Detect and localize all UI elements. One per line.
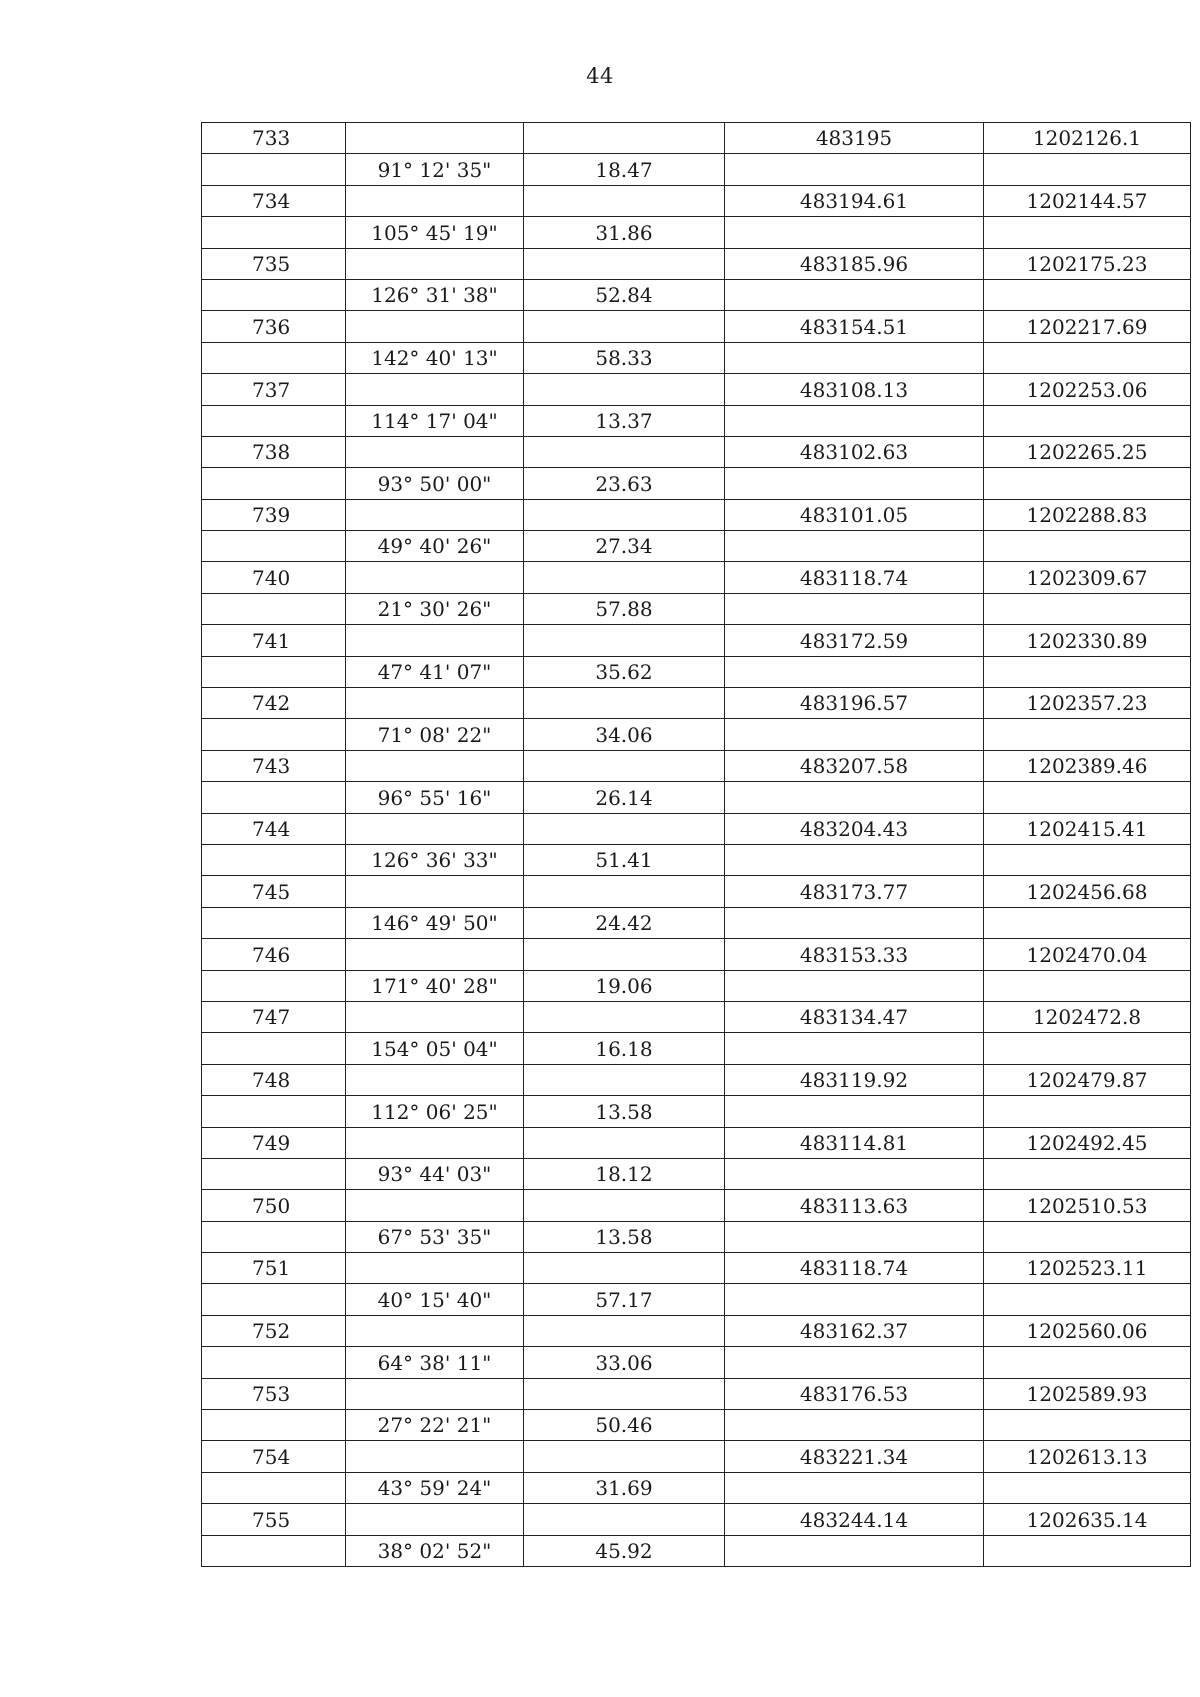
x-coordinate-cell: 483134.47 bbox=[725, 1001, 984, 1032]
bearing-angle-cell: 112° 06' 25" bbox=[346, 1096, 524, 1127]
point-number-cell: 741 bbox=[202, 625, 346, 656]
y-coordinate-cell bbox=[984, 154, 1191, 185]
point-number-cell: 745 bbox=[202, 876, 346, 907]
y-coordinate-cell bbox=[984, 1472, 1191, 1503]
point-number-cell: 749 bbox=[202, 1127, 346, 1158]
bearing-angle-cell: 49° 40' 26" bbox=[346, 531, 524, 562]
point-number-cell bbox=[202, 1535, 346, 1566]
point-number-cell bbox=[202, 782, 346, 813]
segment-row bbox=[202, 907, 1191, 938]
x-coordinate-cell: 483118.74 bbox=[725, 1253, 984, 1284]
y-coordinate-cell: 1202472.8 bbox=[984, 1001, 1191, 1032]
x-coordinate-cell bbox=[725, 656, 984, 687]
distance-cell bbox=[524, 1315, 725, 1346]
y-coordinate-cell bbox=[984, 907, 1191, 938]
x-coordinate-cell bbox=[725, 970, 984, 1001]
y-coordinate-cell bbox=[984, 279, 1191, 310]
y-coordinate-cell bbox=[984, 719, 1191, 750]
y-coordinate-cell bbox=[984, 405, 1191, 436]
point-number-cell: 747 bbox=[202, 1001, 346, 1032]
segment-row bbox=[202, 1535, 1191, 1566]
x-coordinate-cell: 483221.34 bbox=[725, 1441, 984, 1472]
bearing-angle-cell: 142° 40' 13" bbox=[346, 342, 524, 373]
bearing-angle-cell: 96° 55' 16" bbox=[346, 782, 524, 813]
point-row bbox=[202, 688, 1191, 719]
x-coordinate-cell bbox=[725, 217, 984, 248]
y-coordinate-cell: 1202144.57 bbox=[984, 185, 1191, 216]
bearing-angle-cell: 126° 36' 33" bbox=[346, 844, 524, 875]
point-number-cell bbox=[202, 405, 346, 436]
y-coordinate-cell bbox=[984, 1033, 1191, 1064]
point-number-cell bbox=[202, 1472, 346, 1503]
x-coordinate-cell bbox=[725, 342, 984, 373]
y-coordinate-cell bbox=[984, 844, 1191, 875]
x-coordinate-cell: 483101.05 bbox=[725, 499, 984, 530]
segment-row bbox=[202, 1410, 1191, 1441]
bearing-angle-cell: 114° 17' 04" bbox=[346, 405, 524, 436]
bearing-angle-cell: 146° 49' 50" bbox=[346, 907, 524, 938]
point-number-cell bbox=[202, 844, 346, 875]
y-coordinate-cell: 1202510.53 bbox=[984, 1190, 1191, 1221]
bearing-angle-cell: 105° 45' 19" bbox=[346, 217, 524, 248]
x-coordinate-cell: 483185.96 bbox=[725, 248, 984, 279]
point-row bbox=[202, 625, 1191, 656]
y-coordinate-cell: 1202253.06 bbox=[984, 374, 1191, 405]
point-number-cell bbox=[202, 468, 346, 499]
point-row bbox=[202, 1315, 1191, 1346]
x-coordinate-cell bbox=[725, 1221, 984, 1252]
y-coordinate-cell: 1202389.46 bbox=[984, 750, 1191, 781]
point-number-cell bbox=[202, 1221, 346, 1252]
point-number-cell: 743 bbox=[202, 750, 346, 781]
y-coordinate-cell bbox=[984, 1158, 1191, 1189]
x-coordinate-cell bbox=[725, 279, 984, 310]
distance-cell bbox=[524, 185, 725, 216]
distance-cell: 34.06 bbox=[524, 719, 725, 750]
x-coordinate-cell: 483154.51 bbox=[725, 311, 984, 342]
x-coordinate-cell: 483172.59 bbox=[725, 625, 984, 656]
bearing-angle-cell bbox=[346, 1441, 524, 1472]
y-coordinate-cell: 1202265.25 bbox=[984, 436, 1191, 467]
point-row bbox=[202, 436, 1191, 467]
point-number-cell: 742 bbox=[202, 688, 346, 719]
y-coordinate-cell: 1202357.23 bbox=[984, 688, 1191, 719]
y-coordinate-cell bbox=[984, 468, 1191, 499]
x-coordinate-cell bbox=[725, 468, 984, 499]
distance-cell bbox=[524, 1504, 725, 1535]
bearing-angle-cell: 91° 12' 35" bbox=[346, 154, 524, 185]
distance-cell bbox=[524, 1441, 725, 1472]
segment-row bbox=[202, 593, 1191, 624]
point-number-cell bbox=[202, 1158, 346, 1189]
distance-cell bbox=[524, 688, 725, 719]
point-number-cell: 738 bbox=[202, 436, 346, 467]
bearing-angle-cell bbox=[346, 562, 524, 593]
bearing-angle-cell: 27° 22' 21" bbox=[346, 1410, 524, 1441]
bearing-angle-cell bbox=[346, 1127, 524, 1158]
y-coordinate-cell: 1202635.14 bbox=[984, 1504, 1191, 1535]
page-number: 44 bbox=[586, 64, 614, 88]
distance-cell bbox=[524, 750, 725, 781]
point-number-cell bbox=[202, 342, 346, 373]
distance-cell: 58.33 bbox=[524, 342, 725, 373]
segment-row bbox=[202, 1033, 1191, 1064]
point-row bbox=[202, 1064, 1191, 1095]
point-row bbox=[202, 185, 1191, 216]
segment-row bbox=[202, 1096, 1191, 1127]
x-coordinate-cell bbox=[725, 154, 984, 185]
distance-cell bbox=[524, 499, 725, 530]
bearing-angle-cell: 43° 59' 24" bbox=[346, 1472, 524, 1503]
distance-cell: 18.47 bbox=[524, 154, 725, 185]
point-number-cell: 751 bbox=[202, 1253, 346, 1284]
point-row bbox=[202, 1127, 1191, 1158]
point-number-cell bbox=[202, 1284, 346, 1315]
distance-cell: 31.86 bbox=[524, 217, 725, 248]
y-coordinate-cell bbox=[984, 1284, 1191, 1315]
distance-cell bbox=[524, 562, 725, 593]
y-coordinate-cell: 1202175.23 bbox=[984, 248, 1191, 279]
y-coordinate-cell bbox=[984, 782, 1191, 813]
bearing-angle-cell bbox=[346, 1064, 524, 1095]
y-coordinate-cell bbox=[984, 1535, 1191, 1566]
bearing-angle-cell: 64° 38' 11" bbox=[346, 1347, 524, 1378]
bearing-angle-cell bbox=[346, 311, 524, 342]
x-coordinate-cell bbox=[725, 1472, 984, 1503]
distance-cell bbox=[524, 1064, 725, 1095]
survey-coordinates-table bbox=[201, 122, 1191, 1567]
segment-row bbox=[202, 405, 1191, 436]
point-row bbox=[202, 311, 1191, 342]
x-coordinate-cell: 483196.57 bbox=[725, 688, 984, 719]
distance-cell: 19.06 bbox=[524, 970, 725, 1001]
segment-row bbox=[202, 1347, 1191, 1378]
segment-row bbox=[202, 1221, 1191, 1252]
x-coordinate-cell: 483195 bbox=[725, 123, 984, 154]
point-row bbox=[202, 876, 1191, 907]
point-number-cell bbox=[202, 279, 346, 310]
point-row bbox=[202, 1190, 1191, 1221]
distance-cell bbox=[524, 1253, 725, 1284]
distance-cell: 31.69 bbox=[524, 1472, 725, 1503]
y-coordinate-cell bbox=[984, 1410, 1191, 1441]
segment-row bbox=[202, 844, 1191, 875]
point-number-cell: 736 bbox=[202, 311, 346, 342]
x-coordinate-cell bbox=[725, 844, 984, 875]
bearing-angle-cell bbox=[346, 1001, 524, 1032]
point-number-cell bbox=[202, 907, 346, 938]
x-coordinate-cell: 483114.81 bbox=[725, 1127, 984, 1158]
y-coordinate-cell bbox=[984, 656, 1191, 687]
point-number-cell: 735 bbox=[202, 248, 346, 279]
segment-row bbox=[202, 719, 1191, 750]
point-number-cell bbox=[202, 593, 346, 624]
point-row bbox=[202, 1441, 1191, 1472]
distance-cell bbox=[524, 1001, 725, 1032]
distance-cell: 24.42 bbox=[524, 907, 725, 938]
distance-cell: 51.41 bbox=[524, 844, 725, 875]
distance-cell: 45.92 bbox=[524, 1535, 725, 1566]
x-coordinate-cell bbox=[725, 1535, 984, 1566]
distance-cell: 33.06 bbox=[524, 1347, 725, 1378]
y-coordinate-cell bbox=[984, 593, 1191, 624]
y-coordinate-cell bbox=[984, 342, 1191, 373]
point-number-cell: 746 bbox=[202, 939, 346, 970]
point-number-cell bbox=[202, 1033, 346, 1064]
x-coordinate-cell: 483194.61 bbox=[725, 185, 984, 216]
segment-row bbox=[202, 1284, 1191, 1315]
x-coordinate-cell: 483162.37 bbox=[725, 1315, 984, 1346]
point-number-cell: 752 bbox=[202, 1315, 346, 1346]
distance-cell: 50.46 bbox=[524, 1410, 725, 1441]
point-row bbox=[202, 499, 1191, 530]
bearing-angle-cell: 93° 44' 03" bbox=[346, 1158, 524, 1189]
bearing-angle-cell bbox=[346, 939, 524, 970]
segment-row bbox=[202, 279, 1191, 310]
bearing-angle-cell bbox=[346, 750, 524, 781]
point-number-cell: 737 bbox=[202, 374, 346, 405]
point-number-cell: 753 bbox=[202, 1378, 346, 1409]
point-row bbox=[202, 1001, 1191, 1032]
y-coordinate-cell: 1202523.11 bbox=[984, 1253, 1191, 1284]
distance-cell bbox=[524, 248, 725, 279]
distance-cell: 57.88 bbox=[524, 593, 725, 624]
bearing-angle-cell bbox=[346, 1315, 524, 1346]
bearing-angle-cell bbox=[346, 185, 524, 216]
bearing-angle-cell bbox=[346, 436, 524, 467]
point-number-cell bbox=[202, 1410, 346, 1441]
distance-cell bbox=[524, 1127, 725, 1158]
bearing-angle-cell: 21° 30' 26" bbox=[346, 593, 524, 624]
distance-cell bbox=[524, 311, 725, 342]
segment-row bbox=[202, 531, 1191, 562]
bearing-angle-cell bbox=[346, 499, 524, 530]
x-coordinate-cell bbox=[725, 907, 984, 938]
point-number-cell bbox=[202, 217, 346, 248]
x-coordinate-cell: 483204.43 bbox=[725, 813, 984, 844]
x-coordinate-cell: 483113.63 bbox=[725, 1190, 984, 1221]
distance-cell: 57.17 bbox=[524, 1284, 725, 1315]
point-row bbox=[202, 1378, 1191, 1409]
x-coordinate-cell: 483207.58 bbox=[725, 750, 984, 781]
distance-cell bbox=[524, 1378, 725, 1409]
point-number-cell bbox=[202, 531, 346, 562]
point-row bbox=[202, 1504, 1191, 1535]
distance-cell bbox=[524, 813, 725, 844]
point-number-cell: 754 bbox=[202, 1441, 346, 1472]
distance-cell: 52.84 bbox=[524, 279, 725, 310]
point-row bbox=[202, 750, 1191, 781]
x-coordinate-cell bbox=[725, 1410, 984, 1441]
bearing-angle-cell bbox=[346, 876, 524, 907]
x-coordinate-cell bbox=[725, 719, 984, 750]
segment-row bbox=[202, 656, 1191, 687]
x-coordinate-cell: 483176.53 bbox=[725, 1378, 984, 1409]
bearing-angle-cell bbox=[346, 1190, 524, 1221]
point-number-cell bbox=[202, 1347, 346, 1378]
bearing-angle-cell: 67° 53' 35" bbox=[346, 1221, 524, 1252]
y-coordinate-cell bbox=[984, 970, 1191, 1001]
y-coordinate-cell: 1202479.87 bbox=[984, 1064, 1191, 1095]
y-coordinate-cell: 1202492.45 bbox=[984, 1127, 1191, 1158]
segment-row bbox=[202, 342, 1191, 373]
x-coordinate-cell: 483102.63 bbox=[725, 436, 984, 467]
x-coordinate-cell: 483244.14 bbox=[725, 1504, 984, 1535]
segment-row bbox=[202, 1158, 1191, 1189]
y-coordinate-cell bbox=[984, 1096, 1191, 1127]
distance-cell: 26.14 bbox=[524, 782, 725, 813]
distance-cell: 16.18 bbox=[524, 1033, 725, 1064]
bearing-angle-cell bbox=[346, 248, 524, 279]
point-number-cell: 755 bbox=[202, 1504, 346, 1535]
y-coordinate-cell bbox=[984, 1221, 1191, 1252]
point-row bbox=[202, 1253, 1191, 1284]
y-coordinate-cell: 1202456.68 bbox=[984, 876, 1191, 907]
point-row bbox=[202, 374, 1191, 405]
segment-row bbox=[202, 468, 1191, 499]
point-row bbox=[202, 939, 1191, 970]
y-coordinate-cell: 1202309.67 bbox=[984, 562, 1191, 593]
x-coordinate-cell: 483118.74 bbox=[725, 562, 984, 593]
x-coordinate-cell bbox=[725, 782, 984, 813]
x-coordinate-cell: 483153.33 bbox=[725, 939, 984, 970]
point-number-cell bbox=[202, 719, 346, 750]
y-coordinate-cell bbox=[984, 1347, 1191, 1378]
distance-cell bbox=[524, 436, 725, 467]
bearing-angle-cell: 126° 31' 38" bbox=[346, 279, 524, 310]
y-coordinate-cell: 1202560.06 bbox=[984, 1315, 1191, 1346]
y-coordinate-cell: 1202330.89 bbox=[984, 625, 1191, 656]
bearing-angle-cell: 40° 15' 40" bbox=[346, 1284, 524, 1315]
distance-cell: 23.63 bbox=[524, 468, 725, 499]
x-coordinate-cell bbox=[725, 1347, 984, 1378]
bearing-angle-cell bbox=[346, 625, 524, 656]
bearing-angle-cell bbox=[346, 813, 524, 844]
distance-cell bbox=[524, 1190, 725, 1221]
segment-row bbox=[202, 217, 1191, 248]
y-coordinate-cell: 1202415.41 bbox=[984, 813, 1191, 844]
bearing-angle-cell bbox=[346, 1378, 524, 1409]
distance-cell: 27.34 bbox=[524, 531, 725, 562]
point-number-cell: 750 bbox=[202, 1190, 346, 1221]
point-number-cell: 744 bbox=[202, 813, 346, 844]
distance-cell: 18.12 bbox=[524, 1158, 725, 1189]
x-coordinate-cell bbox=[725, 531, 984, 562]
point-number-cell bbox=[202, 154, 346, 185]
distance-cell bbox=[524, 625, 725, 656]
bearing-angle-cell: 38° 02' 52" bbox=[346, 1535, 524, 1566]
bearing-angle-cell bbox=[346, 374, 524, 405]
point-row bbox=[202, 248, 1191, 279]
point-number-cell: 733 bbox=[202, 123, 346, 154]
bearing-angle-cell bbox=[346, 688, 524, 719]
point-number-cell: 739 bbox=[202, 499, 346, 530]
point-row bbox=[202, 123, 1191, 154]
point-row bbox=[202, 562, 1191, 593]
x-coordinate-cell bbox=[725, 405, 984, 436]
x-coordinate-cell bbox=[725, 1033, 984, 1064]
distance-cell bbox=[524, 876, 725, 907]
x-coordinate-cell: 483173.77 bbox=[725, 876, 984, 907]
point-number-cell: 740 bbox=[202, 562, 346, 593]
x-coordinate-cell bbox=[725, 1096, 984, 1127]
distance-cell bbox=[524, 939, 725, 970]
distance-cell bbox=[524, 123, 725, 154]
segment-row bbox=[202, 154, 1191, 185]
segment-row bbox=[202, 782, 1191, 813]
distance-cell: 13.58 bbox=[524, 1221, 725, 1252]
y-coordinate-cell: 1202589.93 bbox=[984, 1378, 1191, 1409]
bearing-angle-cell: 71° 08' 22" bbox=[346, 719, 524, 750]
distance-cell: 13.37 bbox=[524, 405, 725, 436]
point-number-cell: 734 bbox=[202, 185, 346, 216]
bearing-angle-cell: 47° 41' 07" bbox=[346, 656, 524, 687]
bearing-angle-cell: 171° 40' 28" bbox=[346, 970, 524, 1001]
y-coordinate-cell bbox=[984, 531, 1191, 562]
y-coordinate-cell: 1202613.13 bbox=[984, 1441, 1191, 1472]
x-coordinate-cell: 483108.13 bbox=[725, 374, 984, 405]
x-coordinate-cell bbox=[725, 1284, 984, 1315]
bearing-angle-cell bbox=[346, 1253, 524, 1284]
point-number-cell: 748 bbox=[202, 1064, 346, 1095]
bearing-angle-cell: 93° 50' 00" bbox=[346, 468, 524, 499]
point-number-cell bbox=[202, 656, 346, 687]
point-row bbox=[202, 813, 1191, 844]
point-number-cell bbox=[202, 1096, 346, 1127]
bearing-angle-cell bbox=[346, 123, 524, 154]
distance-cell: 13.58 bbox=[524, 1096, 725, 1127]
distance-cell: 35.62 bbox=[524, 656, 725, 687]
x-coordinate-cell bbox=[725, 1158, 984, 1189]
segment-row bbox=[202, 970, 1191, 1001]
y-coordinate-cell: 1202288.83 bbox=[984, 499, 1191, 530]
bearing-angle-cell: 154° 05' 04" bbox=[346, 1033, 524, 1064]
distance-cell bbox=[524, 374, 725, 405]
point-number-cell bbox=[202, 970, 346, 1001]
bearing-angle-cell bbox=[346, 1504, 524, 1535]
survey-table-body bbox=[202, 123, 1191, 1567]
y-coordinate-cell: 1202126.1 bbox=[984, 123, 1191, 154]
segment-row bbox=[202, 1472, 1191, 1503]
y-coordinate-cell: 1202217.69 bbox=[984, 311, 1191, 342]
y-coordinate-cell: 1202470.04 bbox=[984, 939, 1191, 970]
x-coordinate-cell bbox=[725, 593, 984, 624]
x-coordinate-cell: 483119.92 bbox=[725, 1064, 984, 1095]
y-coordinate-cell bbox=[984, 217, 1191, 248]
